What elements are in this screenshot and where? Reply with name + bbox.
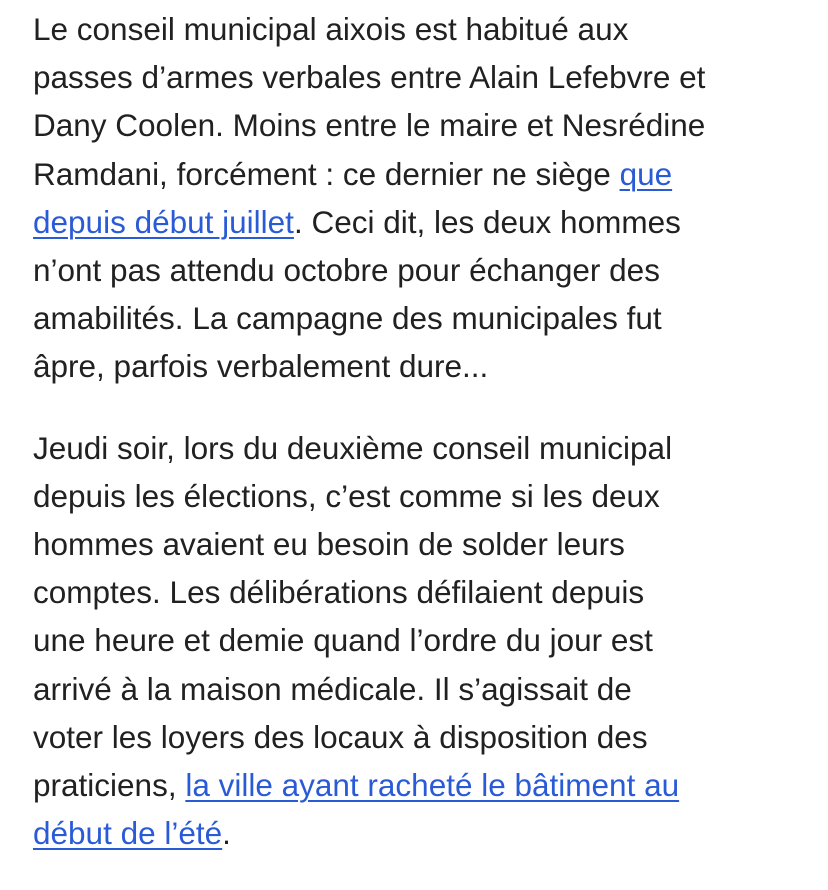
text-line: passes d’armes verbales entre Alain Lefebvre et — [33, 59, 706, 96]
link-que-depuis-debut-juillet-part1[interactable]: que — [619, 155, 673, 192]
paragraph-2 — [33, 424, 803, 858]
text-segment: praticiens, — [33, 767, 186, 804]
text-line: n’ont pas attendu octobre pour échanger des — [33, 252, 660, 289]
paragraph-1 — [33, 5, 803, 391]
link-ville-rachete-batiment-part2[interactable]: début de l’été — [33, 815, 223, 852]
text-segment: . Ceci dit, les deux hommes — [293, 203, 681, 240]
text-line-with-link — [33, 809, 803, 857]
text-line: une heure et demie quand l’ordre du jour est — [33, 622, 653, 659]
text-line: âpre, parfois verbalement dure... — [33, 348, 489, 385]
text-line-with-link — [33, 198, 803, 246]
text-segment: . — [222, 815, 231, 852]
text-line: voter les loyers des locaux à disposition des — [33, 718, 648, 755]
link-ville-rachete-batiment-part1[interactable]: la ville ayant racheté le bâtiment au — [185, 767, 680, 804]
text-line: Jeudi soir, lors du deuxième conseil municipal — [33, 429, 673, 466]
text-line: Le conseil municipal aixois est habitué aux — [33, 11, 629, 47]
text-line-with-link — [33, 150, 803, 198]
link-que-depuis-debut-juillet-part2[interactable]: depuis début juillet — [33, 203, 294, 240]
text-line: arrivé à la maison médicale. Il s’agissait de — [33, 670, 632, 707]
article-body — [33, 5, 803, 890]
text-line: amabilités. La campagne des municipales fut — [33, 300, 662, 337]
text-line: Dany Coolen. Moins entre le maire et Nesrédine — [33, 107, 706, 144]
text-line: depuis les élections, c’est comme si les deux — [33, 477, 660, 514]
text-segment: Ramdani, forcément : ce dernier ne siège — [33, 155, 620, 192]
text-line: hommes avaient eu besoin de solder leurs — [33, 526, 625, 563]
text-line-with-link — [33, 761, 803, 809]
text-line: comptes. Les délibérations défilaient depuis — [33, 574, 645, 611]
